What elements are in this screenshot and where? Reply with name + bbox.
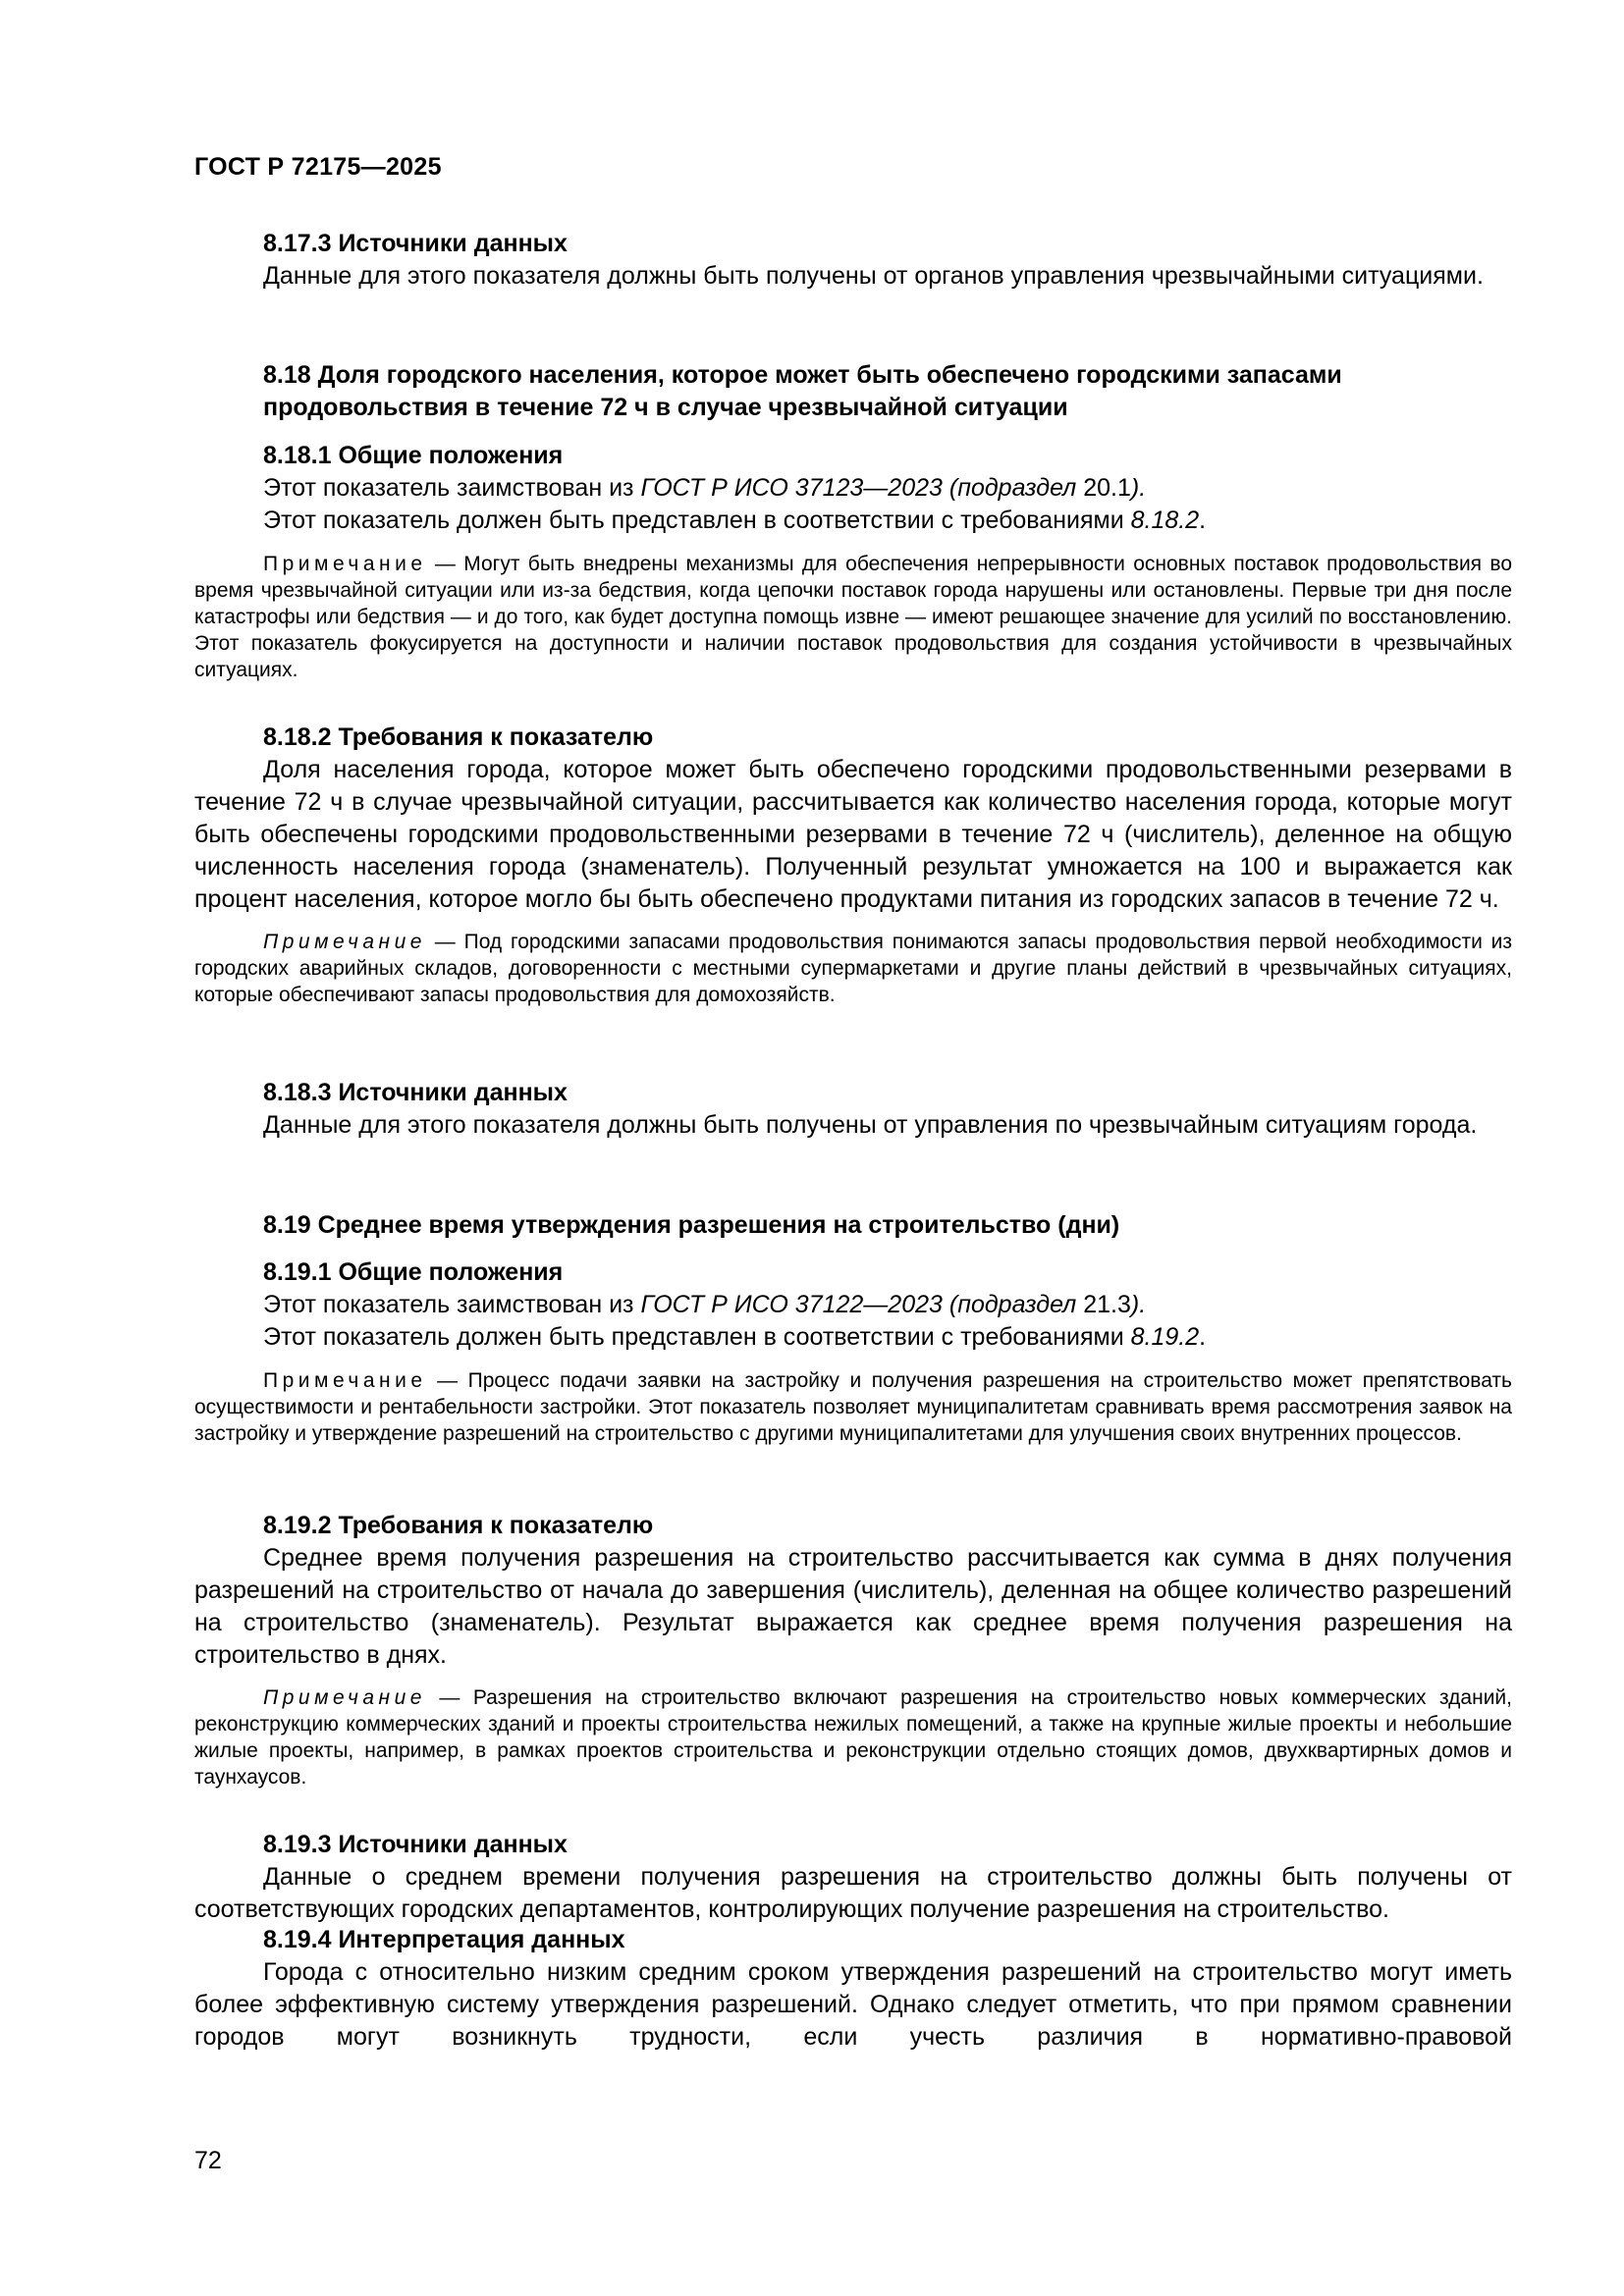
note: Примечание — Разрешения на строительство включают разрешения на строительство новых коммерческих зданий, реконструкцию коммерческих зданий и проекты строительства нежилых помещений, а также на крупные жилые проекты и небольшие жилые проекты, например, в рамках проектов строительства и реконструкции отдельно стоящих домов, двухквартирных домов и таунхаусов. xyxy=(194,1686,1512,1789)
paragraph: Данные для этого показателя должны быть получены от органов управления чрезвычайными ситуациями. xyxy=(263,262,1484,290)
section-heading: 8.19.3 Источники данных xyxy=(263,1831,568,1858)
section-heading: 8.17.3 Источники данных xyxy=(263,230,568,257)
section-8-19-3 xyxy=(194,1829,1512,1926)
paragraph: Данные о среднем времени получения разрешения на строительство должны быть получены от соответствующих городских департаментов, контролирующих получение разрешения на строительство. xyxy=(194,1863,1512,1923)
section-heading: 8.18.2 Требования к показателю xyxy=(263,723,654,751)
section-heading: 8.19 Среднее время утверждения разрешения на строительство (дни) xyxy=(263,1211,1120,1239)
note: Примечание — Процесс подачи заявки на застройку и получения разрешения на строительство может препятствовать осуществимости и рентабельности застройки. Этот показатель позволяет муниципалитетам сравнивать время рассмотрения заявок на застройку и утверждение разрешений на строительство с другими муниципалитетами для улучшения своих внутренних процессов. xyxy=(194,1369,1512,1445)
section-8-18 xyxy=(194,359,1512,424)
section-8-18-2 xyxy=(194,721,1512,1008)
section-8-18-1 xyxy=(194,440,1512,683)
note-label: Примечание xyxy=(263,553,427,575)
paragraph: Данные для этого показателя должны быть получены от управления по чрезвычайным ситуациям города. xyxy=(263,1111,1478,1139)
document-code: ГОСТ Р 72175—2025 xyxy=(194,153,442,181)
section-heading-line-1: 8.18 Доля городского населения, которое может быть обеспечено городскими запасами xyxy=(263,361,1342,389)
section-heading: 8.19.4 Интерпретация данных xyxy=(263,1926,625,1953)
paragraph-requirement-ref: Этот показатель должен быть представлен в соответствии с требованиями 8.18.2. xyxy=(263,507,1207,534)
section-8-18-3 xyxy=(194,1077,1512,1142)
section-heading: 8.19.1 Общие положения xyxy=(263,1258,564,1286)
note: Примечание — Могут быть внедрены механизмы для обеспечения непрерывности основных поставок продовольствия во время чрезвычайной ситуации или из-за бедствия, когда цепочки поставок города нарушены или остановлены. Первые три дня после катастрофы или бедствия — и до того, как будет доступна помощь извне — имеют решающее значение для усилий по восстановлению. Этот показатель фокусируется на доступности и наличии поставок продовольствия для создания устойчивости в чрезвычайных ситуациях. xyxy=(194,553,1512,681)
paragraph-source: Этот показатель заимствован из ГОСТ Р ИСО 37123—2023 (подраздел 20.1). xyxy=(263,474,1147,502)
note-label: Примечание xyxy=(263,1686,426,1709)
section-heading-line-2: продовольствия в течение 72 ч в случае чрезвычайной ситуации xyxy=(263,394,1068,421)
paragraph-requirement-ref: Этот показатель должен быть представлен в соответствии с требованиями 8.19.2. xyxy=(263,1323,1207,1351)
section-heading: 8.18.3 Источники данных xyxy=(263,1079,568,1106)
note-label: Примечание xyxy=(263,931,426,953)
section-heading: 8.19.2 Требования к показателю xyxy=(263,1512,654,1539)
paragraph: Доля населения города, которое может быть обеспечено городскими продовольственными резервами в течение 72 ч в случае чрезвычайной ситуации, рассчитывается как количество населения города, которые могут быть обеспечены городскими продовольственными резервами в течение 72 ч (числитель), деленное на общую численность населения города (знаменатель). Полученный результат умножается на 100 и выражается как процент населения, которое могло бы быть обеспечено продуктами питания из городских запасов в течение 72 ч. xyxy=(194,756,1512,913)
section-8-19-4 xyxy=(194,1924,1512,2054)
page-number: 72 xyxy=(194,2147,222,2174)
section-8-19-1 xyxy=(194,1256,1512,1447)
note: Примечание — Под городскими запасами продовольствия понимаются запасы продовольствия первой необходимости из городских аварийных складов, договоренности с местными супермаркетами и другие планы действий в чрезвычайных ситуациях, которые обеспечивают запасы продовольствия для домохозяйств. xyxy=(194,931,1512,1006)
paragraph: Среднее время получения разрешения на строительство рассчитывается как сумма в днях получения разрешений на строительство от начала до завершения (числитель), деленная на общее количество разрешений на строительство (знаменатель). Результат выражается как среднее время получения разрешения на строительство в днях. xyxy=(194,1544,1512,1669)
section-8-19 xyxy=(194,1209,1512,1242)
section-8-19-2 xyxy=(194,1510,1512,1790)
section-8-17-3 xyxy=(194,228,1512,293)
paragraph-source: Этот показатель заимствован из ГОСТ Р ИСО 37122—2023 (подраздел 21.3). xyxy=(263,1291,1147,1318)
note-label: Примечание xyxy=(263,1369,427,1392)
section-heading: 8.18.1 Общие положения xyxy=(263,442,564,469)
paragraph: Города с относительно низким средним сроком утверждения разрешений на строительство могут иметь более эффективную систему утверждения разрешений. Однако следует отметить, что при прямом сравнении городов могут возникнуть трудности, если учесть различия в нормативно-правовой xyxy=(194,1958,1512,2051)
